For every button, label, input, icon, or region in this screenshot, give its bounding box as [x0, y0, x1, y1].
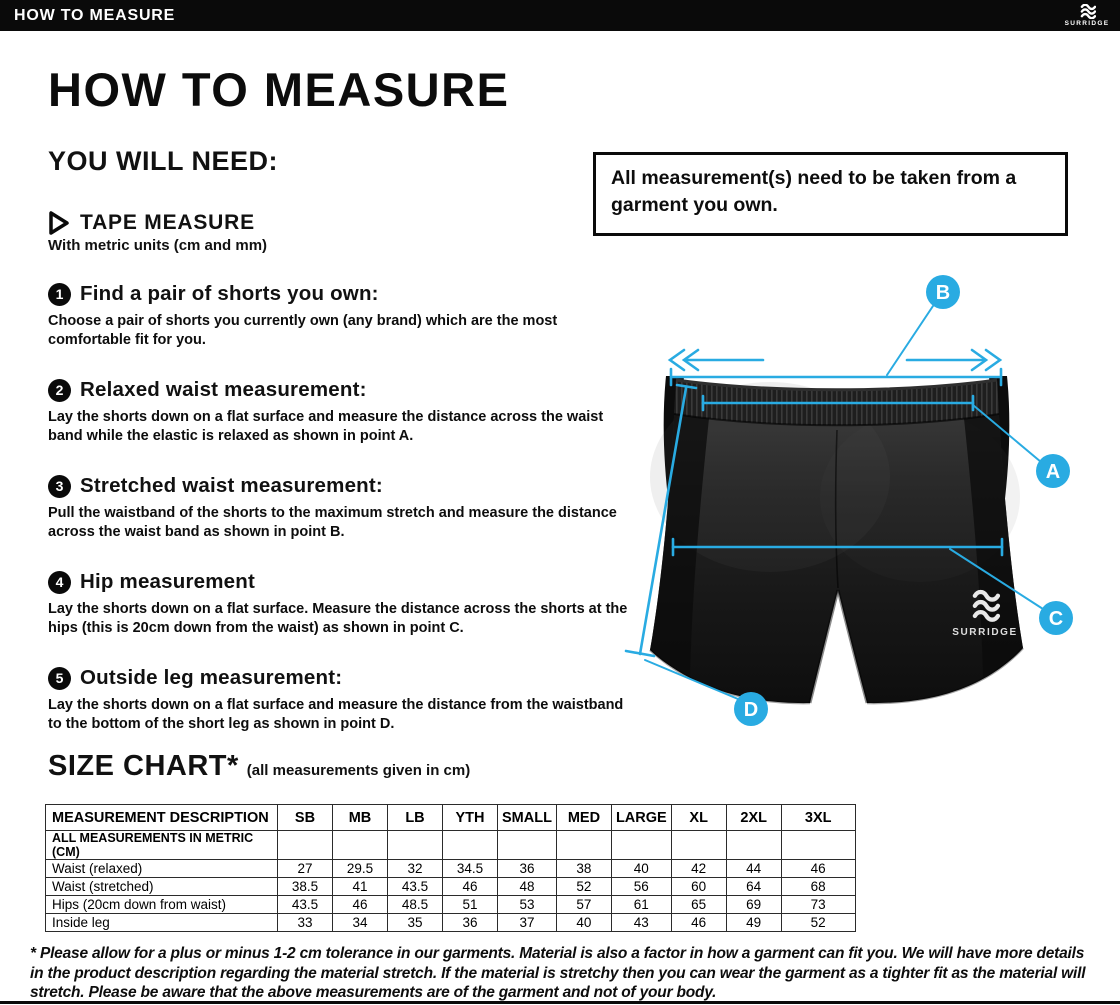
step-number-badge: 2	[48, 379, 71, 402]
size-chart-header-row	[46, 805, 856, 831]
column-header-size: YTH	[443, 805, 498, 831]
svg-text:SURRIDGE: SURRIDGE	[952, 627, 1018, 638]
measure-step	[48, 666, 634, 733]
measure-step	[48, 378, 634, 445]
measure-line-b	[671, 306, 1001, 385]
top-bar	[0, 0, 1120, 31]
triangle-bullet-icon	[48, 210, 70, 236]
tape-measure-row	[48, 210, 255, 236]
column-header-size: SMALL	[498, 805, 557, 831]
column-header-description: MEASUREMENT DESCRIPTION	[46, 805, 278, 831]
step-title: Outside leg measurement:	[80, 666, 343, 689]
column-header-size: 2XL	[726, 805, 781, 831]
step-title: Hip measurement	[80, 570, 256, 593]
bottom-divider	[0, 1001, 1120, 1004]
measurement-notice-box: All measurement(s) need to be taken from a garment you own.	[593, 152, 1068, 236]
svg-text:D: D	[743, 699, 759, 721]
size-chart-subtitle: (all measurements given in cm)	[246, 762, 471, 779]
column-header-size: LB	[388, 805, 443, 831]
step-title: Relaxed waist measurement:	[80, 378, 367, 401]
stretch-arrow-right	[907, 350, 1000, 370]
step-title: Find a pair of shorts you own:	[80, 282, 379, 305]
size-chart-heading	[48, 750, 470, 783]
stretch-arrow-left	[670, 350, 763, 370]
tape-measure-label: TAPE MEASURE	[80, 211, 255, 234]
step-description: Lay the shorts down on a flat surface. Measure the distance across the shorts at the hips (this is 20cm down from the waist) as shown in point C.	[48, 601, 628, 636]
shorts-measurement-diagram	[620, 262, 1100, 762]
step-number-badge: 5	[48, 667, 71, 690]
size-chart-row: Hips (20cm down from waist) 43.5 46 48.5 51 53 57 61 65 69 73	[46, 896, 856, 914]
shorts-image	[650, 376, 1023, 703]
size-chart-row: Inside leg 33 34 35 36 37 40 43 46 49 52	[46, 914, 856, 932]
column-header-size: MB	[333, 805, 388, 831]
measure-step	[48, 474, 634, 541]
column-header-size: 3XL	[781, 805, 855, 831]
column-header-size: LARGE	[611, 805, 671, 831]
step-description: Lay the shorts down on a flat surface and measure the distance from the waistband to the bottom of the short leg as shown in point D.	[48, 697, 624, 732]
size-chart-title: SIZE CHART*	[48, 750, 239, 782]
point-badge-b	[926, 275, 960, 309]
step-heading	[48, 282, 634, 306]
metric-section-row: ALL MEASUREMENTS IN METRIC (CM)	[46, 831, 856, 860]
step-heading	[48, 474, 634, 498]
surridge-logo	[1056, 0, 1118, 31]
point-badge-c	[1039, 601, 1073, 635]
page-title: HOW TO MEASURE	[48, 63, 510, 116]
column-header-size: SB	[278, 805, 333, 831]
step-number-badge: 1	[48, 283, 71, 306]
point-badge-d	[734, 692, 768, 726]
column-header-size: MED	[556, 805, 611, 831]
tolerance-disclaimer: * Please allow for a plus or minus 1-2 cm tolerance in our garments. Material is also a factor in how a garment can fit you. We will have more details in the product description regarding the material stretch. If the material is stretchy then you can wear the garment as a tighter fit as the material will stretch. Please be aware that the above measurements are of the garment and not of your body.	[30, 945, 1086, 1001]
surridge-wordmark: SURRIDGE	[1064, 20, 1110, 27]
point-badge-a	[1036, 454, 1070, 488]
step-description: Pull the waistband of the shorts to the maximum stretch and measure the distance across the waist band as shown in point B.	[48, 505, 617, 540]
step-number-badge: 4	[48, 571, 71, 594]
svg-text:C: C	[1048, 608, 1064, 630]
you-will-need-heading: YOU WILL NEED:	[48, 146, 279, 176]
surridge-s-icon	[1079, 4, 1096, 19]
step-description: Lay the shorts down on a flat surface and measure the distance across the waist band while the elastic is relaxed as shown in point A.	[48, 409, 604, 444]
step-title: Stretched waist measurement:	[80, 474, 383, 497]
size-chart-row: Waist (relaxed) 27 29.5 32 34.5 36 38 40 42 44 46	[46, 860, 856, 878]
measure-step	[48, 570, 634, 637]
svg-text:A: A	[1045, 461, 1061, 483]
svg-text:B: B	[935, 282, 951, 304]
size-chart-row: Waist (stretched) 38.5 41 43.5 46 48 52 56 60 64 68	[46, 878, 856, 896]
measure-steps-list	[48, 282, 634, 762]
step-description: Choose a pair of shorts you currently own (any brand) which are the most comfortable fit for you.	[48, 313, 558, 348]
step-number-badge: 3	[48, 475, 71, 498]
step-heading	[48, 570, 634, 594]
tape-measure-detail: With metric units (cm and mm)	[48, 237, 268, 254]
size-chart-table	[45, 804, 856, 932]
top-bar-title: HOW TO MEASURE	[14, 6, 176, 24]
step-heading	[48, 378, 634, 402]
column-header-size: XL	[671, 805, 726, 831]
measure-step	[48, 282, 634, 349]
step-heading	[48, 666, 634, 690]
